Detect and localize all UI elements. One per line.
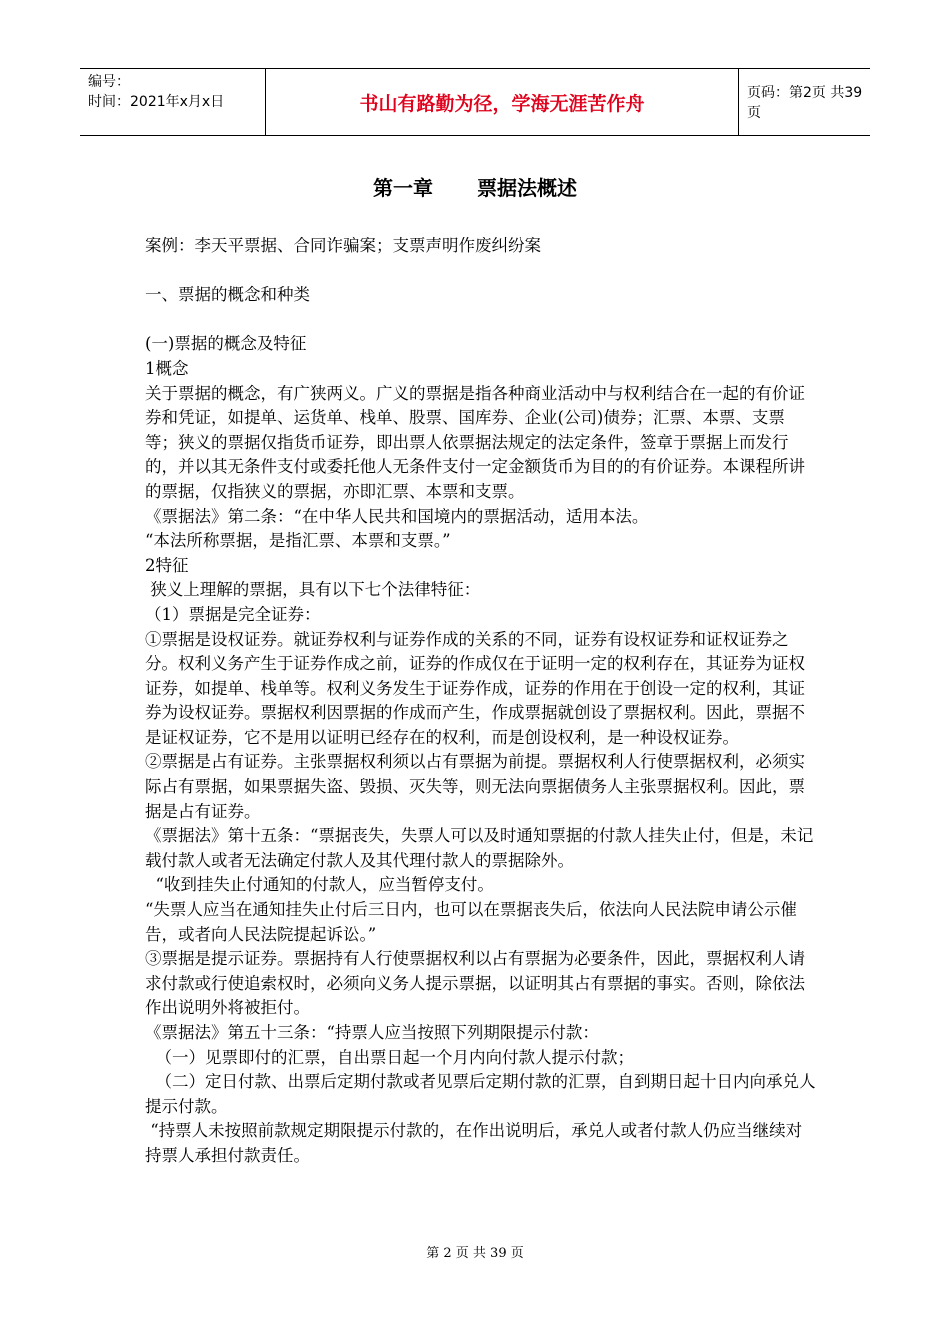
- page-header: [80, 68, 870, 136]
- paragraph-right-creating: ①票据是设权证券。就证券权利与证券作成的关系的不同，证券有设权证券和证权证券之分。权利义务产生于证券作成之前，证券的作成仅在于证明一定的权利存在，其证券为证权证券，如提单、栈单等。权利义务发生于证券作成，证券的作用在于创设一定的权利，其证券为设权证券。票据权利因票据的作成而产生，作成票据就创设了票据权利。因此，票据不是证权证券，它不是用以证明已经存在的权利，而是创设权利，是一种设权证券。: [145, 629, 805, 747]
- paragraph-law-article-53: 《票据法》第五十三条：“持票人应当按照下列期限提示付款：: [145, 1023, 599, 1042]
- paragraph-possession: ②票据是占有证券。主张票据权利须以占有票据为前提。票据权利人行使票据权利，必须实际占有票据，如果票据失盗、毁损、灭失等，则无法向票据债务人主张票据权利。因此，票据是占有证券。: [145, 752, 805, 821]
- item-heading-concept: 1概念: [145, 358, 189, 378]
- paragraph-presentment: ③票据是提示证券。票据持有人行使票据权利以占有票据为必要条件，因此，票据权利人请求付款或行使追索权时，必须向义务人提示票据，以证明其占有票据的事实。否则，除依法作出说明外将被拒付。: [145, 949, 805, 1018]
- chapter-name: 票据法概述: [477, 176, 577, 200]
- paragraph-concept: 关于票据的概念，有广狭两义。广义的票据是指各种商业活动中与权利结合在一起的有价证券和凭证，如提单、运货单、栈单、股票、国库券、企业(公司)债券；汇票、本票、支票等；狭义的票据仅指货币证券，即出票人依票据法规定的法定条件，签章于票据上而发行的，并以其无条件支付或委托他人无条件支付一定金额货币为目的的有价证券。本课程所讲的票据，仅指狭义的票据，亦即汇票、本票和支票。: [145, 383, 805, 501]
- document-body: [145, 234, 817, 1169]
- header-motto: 书山有路勤为径，学海无涯苦作舟: [266, 69, 739, 135]
- paragraph-features-intro: 狭义上理解的票据，具有以下七个法律特征：: [145, 580, 481, 600]
- document-time-label: 时间：2021年x月x日: [88, 94, 225, 110]
- document-number-label: 编号：: [88, 74, 130, 90]
- paragraph-law-article-53-3: “持票人未按照前款规定期限提示付款的，在作出说明后，承兑人或者付款人仍应当继续对持票人承担付款责任。: [145, 1121, 803, 1165]
- chapter-number: 第一章: [373, 176, 433, 200]
- paragraph-complete-security: （1）票据是完全证券：: [145, 604, 321, 624]
- paragraph-law-article-15-c: “失票人应当在通知挂失止付后三日内，也可以在票据丧失后，依法向人民法院申请公示催告，或者向人民法院提起诉讼。”: [145, 900, 797, 944]
- chapter-title: [0, 172, 950, 201]
- item-heading-features: 2特征: [145, 555, 189, 575]
- paragraph-law-article-15: 《票据法》第十五条：“票据丧失，失票人可以及时通知票据的付款人挂失止付，但是，未记载付款人或者无法确定付款人及其代理付款人的票据除外。: [145, 826, 814, 870]
- section-heading: 一、票据的概念和种类: [145, 285, 310, 305]
- paragraph-law-article-53-1: （一）见票即付的汇票，自出票日起一个月内向付款人提示付款；: [145, 1047, 634, 1067]
- page-footer: 第 2 页 共 39 页: [426, 1246, 524, 1261]
- paragraph-law-article-53-2: （二）定日付款、出票后定期付款或者见票后定期付款的汇票，自到期日起十日内向承兑人提示付款。: [145, 1072, 816, 1116]
- header-page-info: 页码：第2页 共39页: [747, 85, 863, 121]
- case-line: 案例：李天平票据、合同诈骗案；支票声明作废纠纷案: [145, 236, 541, 255]
- subsection-heading: (一)票据的概念及特征: [145, 334, 307, 354]
- paragraph-law-article-15-b: “收到挂失止付通知的付款人，应当暂停支付。: [145, 875, 494, 895]
- paragraph-law-article-2: 《票据法》第二条：“在中华人民共和国境内的票据活动，适用本法。: [145, 506, 649, 526]
- header-meta: [80, 69, 266, 135]
- paragraph-law-article-2-cont: “本法所称票据，是指汇票、本票和支票。”: [145, 531, 451, 551]
